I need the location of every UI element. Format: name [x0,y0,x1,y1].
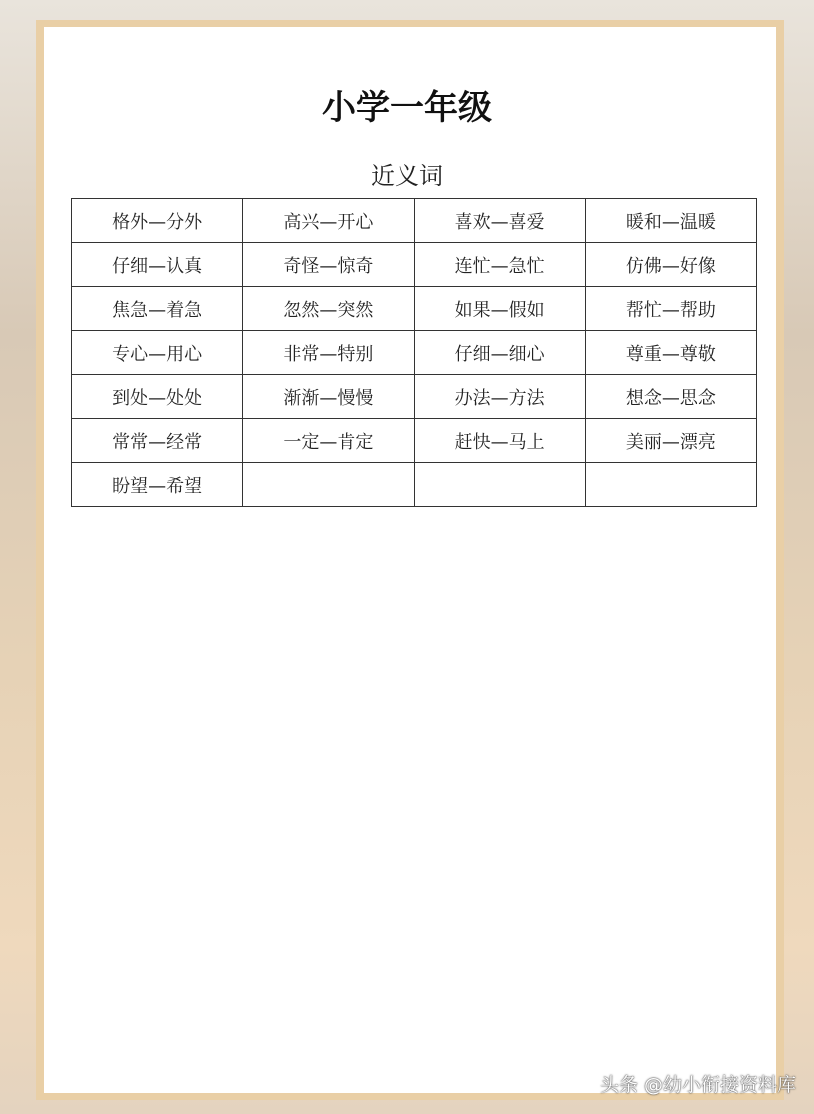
synonym-cell: 渐渐—慢慢 [243,375,414,419]
synonym-cell: 仔细—细心 [414,331,585,375]
synonym-cell [585,463,756,507]
page-title: 小学一年级 [322,88,492,128]
section-title: 近义词 [371,162,443,190]
synonym-cell: 连忙—急忙 [414,243,585,287]
table-row [72,331,757,375]
synonym-cell: 喜欢—喜爱 [414,199,585,243]
table-row [72,419,757,463]
watermark: 头条 @幼小衔接资料库 [599,1074,796,1096]
synonym-cell: 赶快—马上 [414,419,585,463]
synonym-cell: 高兴—开心 [243,199,414,243]
synonym-cell: 格外—分外 [72,199,243,243]
table-row [72,287,757,331]
synonym-cell: 忽然—突然 [243,287,414,331]
synonym-cell: 想念—思念 [585,375,756,419]
synonym-cell: 尊重—尊敬 [585,331,756,375]
synonym-cell: 盼望—希望 [72,463,243,507]
table-row [72,199,757,243]
synonym-cell: 如果—假如 [414,287,585,331]
synonym-cell: 美丽—漂亮 [585,419,756,463]
table-row [72,375,757,419]
synonym-cell: 仿佛—好像 [585,243,756,287]
synonym-cell: 专心—用心 [72,331,243,375]
synonym-cell: 暖和—温暖 [585,199,756,243]
synonym-cell [243,463,414,507]
synonym-cell: 帮忙—帮助 [585,287,756,331]
synonym-cell: 常常—经常 [72,419,243,463]
table-row [72,243,757,287]
synonym-cell: 仔细—认真 [72,243,243,287]
synonym-cell: 办法—方法 [414,375,585,419]
synonym-cell: 焦急—着急 [72,287,243,331]
synonym-cell: 奇怪—惊奇 [243,243,414,287]
table-row [72,463,757,507]
synonym-cell: 一定—肯定 [243,419,414,463]
synonym-cell: 非常—特别 [243,331,414,375]
synonym-cell: 到处—处处 [72,375,243,419]
synonym-table [71,198,757,507]
synonym-cell [414,463,585,507]
